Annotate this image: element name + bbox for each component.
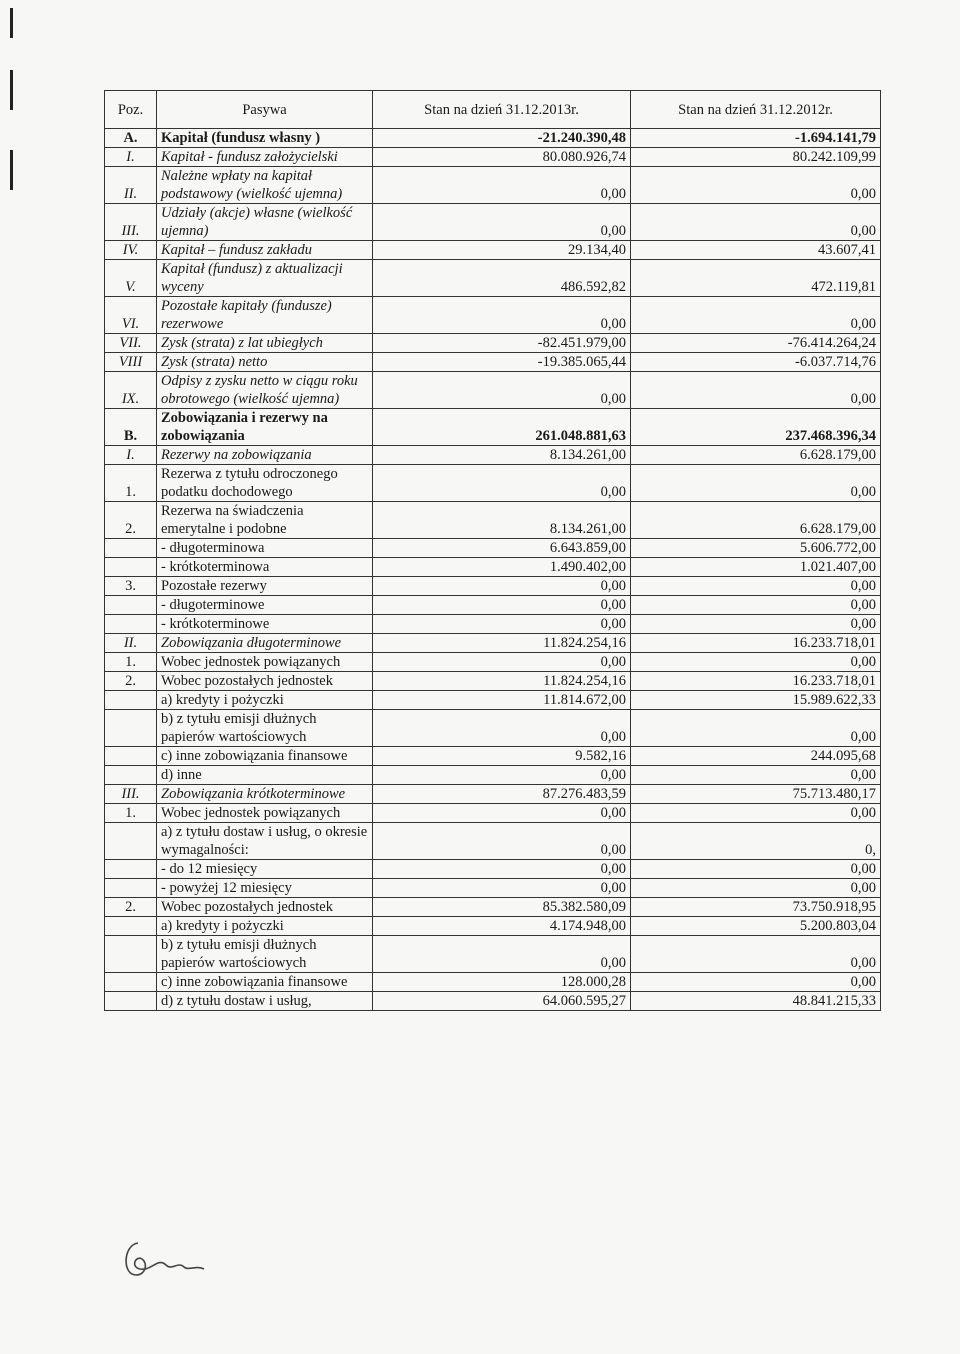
row-poz: II. [105,167,157,204]
row-value-2013: -19.385.065,44 [373,353,631,372]
row-name: - krótkoterminowe [157,615,373,634]
row-value-2013: 0,00 [373,936,631,973]
table-row [105,241,881,260]
row-name: Rezerwy na zobowiązania [157,446,373,465]
row-value-2012: -1.694.141,79 [631,129,881,148]
row-value-2012: 6.628.179,00 [631,446,881,465]
row-name: a) z tytułu dostaw i usług, o okresie wymagalności: [157,823,373,860]
row-poz [105,879,157,898]
row-name: Rezerwa z tytułu odroczonego podatku dochodowego [157,465,373,502]
table-row [105,634,881,653]
row-name: Odpisy z zysku netto w ciągu roku obrotowego (wielkość ujemna) [157,372,373,409]
table-row [105,615,881,634]
row-poz: II. [105,634,157,653]
row-name: b) z tytułu emisji dłużnych papierów wartościowych [157,936,373,973]
row-poz [105,917,157,936]
row-name: - do 12 miesięcy [157,860,373,879]
row-value-2013: 0,00 [373,653,631,672]
table-row [105,558,881,577]
row-value-2012: 0,00 [631,973,881,992]
scan-edge-mark [10,8,13,38]
row-poz [105,710,157,747]
row-poz [105,691,157,710]
row-value-2013: 0,00 [373,297,631,334]
row-value-2012: 1.021.407,00 [631,558,881,577]
row-value-2013: 11.814.672,00 [373,691,631,710]
row-value-2013: 0,00 [373,710,631,747]
row-value-2012: 0,00 [631,167,881,204]
table-row [105,785,881,804]
table-row [105,167,881,204]
row-value-2012: 0,00 [631,297,881,334]
row-poz [105,539,157,558]
row-name: - krótkoterminowa [157,558,373,577]
table-row [105,353,881,372]
row-poz [105,973,157,992]
row-poz: 2. [105,898,157,917]
row-name: Zysk (strata) netto [157,353,373,372]
row-poz: I. [105,446,157,465]
row-name: b) z tytułu emisji dłużnych papierów wartościowych [157,710,373,747]
row-name: Kapitał – fundusz zakładu [157,241,373,260]
row-value-2012: 15.989.622,33 [631,691,881,710]
row-value-2013: 0,00 [373,823,631,860]
row-value-2013: 0,00 [373,204,631,241]
scan-edge-mark [10,70,13,110]
row-name: Pozostałe kapitały (fundusze) rezerwowe [157,297,373,334]
row-value-2013: 87.276.483,59 [373,785,631,804]
row-poz [105,992,157,1011]
row-value-2013: 0,00 [373,167,631,204]
row-value-2013: 64.060.595,27 [373,992,631,1011]
row-value-2013: 8.134.261,00 [373,446,631,465]
row-poz [105,860,157,879]
row-name: Udziały (akcje) własne (wielkość ujemna) [157,204,373,241]
row-value-2012: 6.628.179,00 [631,502,881,539]
table-row [105,372,881,409]
row-value-2013: -82.451.979,00 [373,334,631,353]
row-value-2012: 0,00 [631,615,881,634]
row-value-2012: 48.841.215,33 [631,992,881,1011]
row-name: Wobec pozostałych jednostek [157,672,373,691]
row-poz: B. [105,409,157,446]
header-col-2013: Stan na dzień 31.12.2013r. [373,91,631,129]
row-poz [105,936,157,973]
row-name: Zobowiązania krótkoterminowe [157,785,373,804]
table-row [105,672,881,691]
row-poz: IV. [105,241,157,260]
row-poz: A. [105,129,157,148]
table-header-row [105,91,881,129]
row-value-2013: 80.080.926,74 [373,148,631,167]
table-row [105,596,881,615]
table-row [105,334,881,353]
row-name: Zobowiązania długoterminowe [157,634,373,653]
row-poz [105,615,157,634]
table-row [105,409,881,446]
table-row [105,129,881,148]
row-value-2012: 5.200.803,04 [631,917,881,936]
row-poz [105,596,157,615]
row-name: - długoterminowe [157,596,373,615]
row-poz: 1. [105,653,157,672]
row-name: c) inne zobowiązania finansowe [157,973,373,992]
row-value-2012: 0,00 [631,653,881,672]
row-value-2012: 43.607,41 [631,241,881,260]
row-value-2013: 8.134.261,00 [373,502,631,539]
table-row [105,260,881,297]
row-value-2012: 472.119,81 [631,260,881,297]
row-value-2012: 0,00 [631,577,881,596]
table-row [105,502,881,539]
row-value-2012: 5.606.772,00 [631,539,881,558]
row-value-2012: -6.037.714,76 [631,353,881,372]
row-value-2013: 4.174.948,00 [373,917,631,936]
row-poz: III. [105,785,157,804]
table-row [105,973,881,992]
row-name: Kapitał (fundusz) z aktualizacji wyceny [157,260,373,297]
table-row [105,766,881,785]
table-row [105,823,881,860]
table-row [105,936,881,973]
row-value-2012: 0,00 [631,936,881,973]
row-poz: 1. [105,804,157,823]
table-row [105,860,881,879]
row-poz: VI. [105,297,157,334]
table-row [105,898,881,917]
row-name: d) z tytułu dostaw i usług, [157,992,373,1011]
table-row [105,297,881,334]
row-poz: IX. [105,372,157,409]
row-value-2012: 0,00 [631,204,881,241]
row-value-2012: 0,00 [631,710,881,747]
table-row [105,691,881,710]
row-name: a) kredyty i pożyczki [157,691,373,710]
row-name: Zysk (strata) z lat ubiegłych [157,334,373,353]
row-value-2012: 0,00 [631,860,881,879]
row-name: Rezerwa na świadczenia emerytalne i podobne [157,502,373,539]
row-value-2013: 261.048.881,63 [373,409,631,446]
row-value-2012: 75.713.480,17 [631,785,881,804]
table-row [105,747,881,766]
table-row [105,879,881,898]
row-name: Wobec jednostek powiązanych [157,653,373,672]
row-value-2013: 6.643.859,00 [373,539,631,558]
row-value-2012: 73.750.918,95 [631,898,881,917]
row-value-2013: 0,00 [373,766,631,785]
row-name: c) inne zobowiązania finansowe [157,747,373,766]
row-value-2013: 0,00 [373,465,631,502]
row-poz [105,558,157,577]
row-value-2012: 0,00 [631,879,881,898]
header-col-2012: Stan na dzień 31.12.2012r. [631,91,881,129]
row-poz [105,747,157,766]
table-row [105,917,881,936]
row-value-2013: 9.582,16 [373,747,631,766]
header-poz: Poz. [105,91,157,129]
row-poz: I. [105,148,157,167]
table-row [105,653,881,672]
row-value-2012: 0,00 [631,372,881,409]
row-value-2013: 0,00 [373,615,631,634]
table-row [105,148,881,167]
row-poz: 3. [105,577,157,596]
row-name: Wobec jednostek powiązanych [157,804,373,823]
row-name: Należne wpłaty na kapitał podstawowy (wielkość ujemna) [157,167,373,204]
row-poz [105,766,157,785]
row-name: - powyżej 12 miesięcy [157,879,373,898]
row-value-2013: 0,00 [373,879,631,898]
row-name: d) inne [157,766,373,785]
row-name: - długoterminowa [157,539,373,558]
row-value-2013: 0,00 [373,577,631,596]
row-value-2013: 1.490.402,00 [373,558,631,577]
row-value-2013: 11.824.254,16 [373,672,631,691]
signature-scribble [118,1235,208,1285]
table-row [105,465,881,502]
row-value-2012: 16.233.718,01 [631,634,881,653]
row-poz: III. [105,204,157,241]
row-value-2013: 0,00 [373,804,631,823]
row-value-2012: 0,00 [631,804,881,823]
row-value-2013: 486.592,82 [373,260,631,297]
row-value-2013: 11.824.254,16 [373,634,631,653]
row-value-2012: 244.095,68 [631,747,881,766]
row-name: Kapitał (fundusz własny ) [157,129,373,148]
row-value-2013: 0,00 [373,596,631,615]
row-value-2013: 128.000,28 [373,973,631,992]
table-row [105,577,881,596]
row-value-2012: 237.468.396,34 [631,409,881,446]
row-value-2012: -76.414.264,24 [631,334,881,353]
row-value-2012: 80.242.109,99 [631,148,881,167]
table-row [105,804,881,823]
liabilities-table [104,90,881,1011]
table-row [105,204,881,241]
row-value-2012: 16.233.718,01 [631,672,881,691]
row-value-2013: 29.134,40 [373,241,631,260]
row-poz: VIII [105,353,157,372]
row-poz [105,823,157,860]
table-row [105,992,881,1011]
table-row [105,710,881,747]
row-value-2012: 0,00 [631,465,881,502]
row-poz: 2. [105,502,157,539]
header-pasywa: Pasywa [157,91,373,129]
row-value-2012: 0,00 [631,596,881,615]
row-name: Pozostałe rezerwy [157,577,373,596]
row-name: a) kredyty i pożyczki [157,917,373,936]
row-poz: 2. [105,672,157,691]
row-value-2012: 0,00 [631,766,881,785]
row-value-2012: 0, [631,823,881,860]
row-value-2013: 0,00 [373,860,631,879]
table-row [105,446,881,465]
row-name: Zobowiązania i rezerwy na zobowiązania [157,409,373,446]
scan-edge-mark [10,150,13,190]
row-value-2013: -21.240.390,48 [373,129,631,148]
row-poz: 1. [105,465,157,502]
row-poz: VII. [105,334,157,353]
row-value-2013: 0,00 [373,372,631,409]
row-poz: V. [105,260,157,297]
table-row [105,539,881,558]
row-value-2013: 85.382.580,09 [373,898,631,917]
row-name: Wobec pozostałych jednostek [157,898,373,917]
row-name: Kapitał - fundusz założycielski [157,148,373,167]
